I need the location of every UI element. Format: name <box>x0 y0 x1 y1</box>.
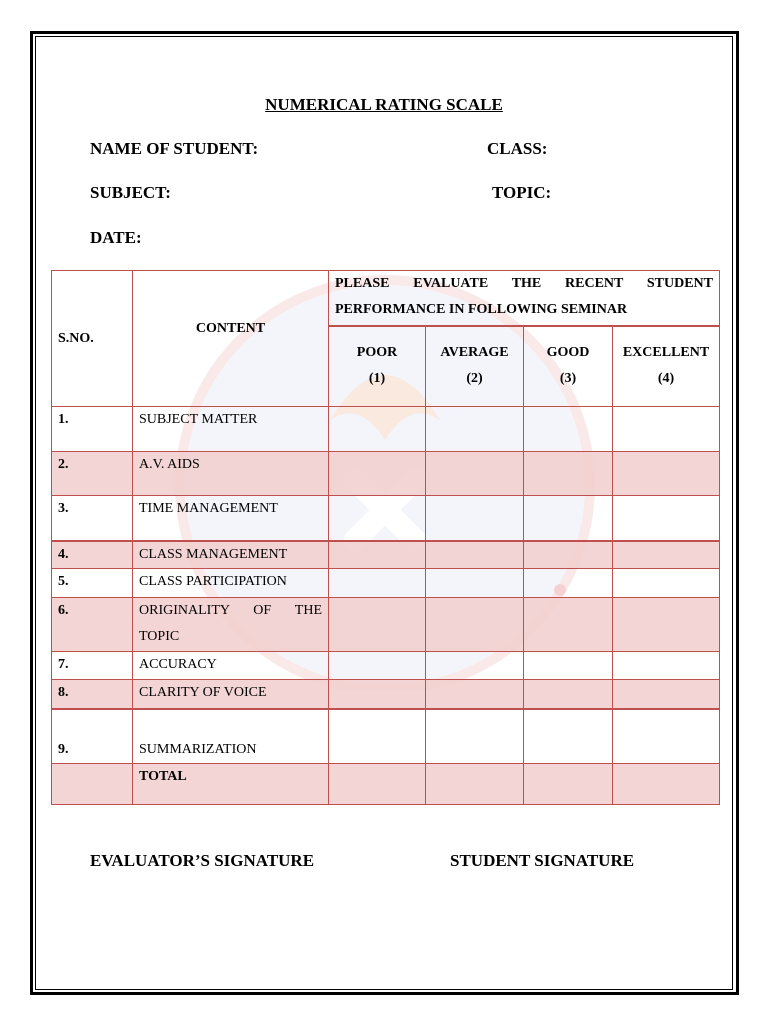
sno-header: S.NO. <box>52 271 133 407</box>
evaluator-signature-label: EVALUATOR’S SIGNATURE <box>90 851 315 870</box>
rating-cell[interactable] <box>329 652 426 680</box>
row-content: CLASS MANAGEMENT <box>133 541 329 569</box>
rating-cell[interactable] <box>426 541 524 569</box>
total-cell[interactable] <box>329 764 426 805</box>
row-number: 8. <box>52 680 133 709</box>
rating-average <box>426 326 524 407</box>
rating-score: (2) <box>466 371 483 387</box>
row-content: CLARITY OF VOICE <box>133 680 329 709</box>
rating-cell[interactable] <box>426 496 524 541</box>
row-content: A.V. AIDS <box>133 452 329 496</box>
rating-cell[interactable] <box>329 569 426 598</box>
rating-cell[interactable] <box>329 709 426 764</box>
rating-cell[interactable] <box>524 452 613 496</box>
rating-cell[interactable] <box>524 407 613 452</box>
rating-cell[interactable] <box>426 680 524 709</box>
row-number <box>52 764 133 805</box>
total-cell[interactable] <box>524 764 613 805</box>
subject-label: SUBJECT: <box>90 183 171 202</box>
rating-cell[interactable] <box>524 598 613 652</box>
rating-cell[interactable] <box>329 541 426 569</box>
class-label: CLASS: <box>487 139 548 158</box>
table-row <box>52 569 720 598</box>
total-row <box>52 764 720 805</box>
instruction-cell <box>329 271 720 326</box>
rating-cell[interactable] <box>426 598 524 652</box>
rating-cell[interactable] <box>524 652 613 680</box>
rating-label: AVERAGE <box>440 345 509 361</box>
rating-excellent <box>613 326 720 407</box>
rating-cell[interactable] <box>524 569 613 598</box>
row-number: 1. <box>52 407 133 452</box>
total-cell[interactable] <box>426 764 524 805</box>
rating-cell[interactable] <box>426 452 524 496</box>
table-row <box>52 407 720 452</box>
rating-label: EXCELLENT <box>622 345 710 361</box>
row-content: ACCURACY <box>133 652 329 680</box>
rating-cell[interactable] <box>524 709 613 764</box>
table-header-row <box>52 271 720 326</box>
rating-cell[interactable] <box>613 407 720 452</box>
rating-cell[interactable] <box>524 496 613 541</box>
row-content-line-2: TOPIC <box>139 629 180 644</box>
row-content: SUMMARIZATION <box>133 709 329 764</box>
rating-score: (4) <box>657 371 675 387</box>
table-row <box>52 680 720 709</box>
rating-good <box>524 326 613 407</box>
row-number: 2. <box>52 452 133 496</box>
rating-cell[interactable] <box>613 598 720 652</box>
rating-label: POOR <box>356 345 398 361</box>
rating-cell[interactable] <box>613 541 720 569</box>
rating-cell[interactable] <box>524 680 613 709</box>
row-content-line-1: ORIGINALITY OF THE <box>139 603 322 618</box>
total-cell[interactable] <box>613 764 720 805</box>
row-number: 5. <box>52 569 133 598</box>
table-row <box>52 496 720 541</box>
table-row <box>52 541 720 569</box>
rating-cell[interactable] <box>613 680 720 709</box>
row-number: 4. <box>52 541 133 569</box>
rating-cell[interactable] <box>613 709 720 764</box>
rating-cell[interactable] <box>426 709 524 764</box>
rating-cell[interactable] <box>613 496 720 541</box>
rating-poor <box>329 326 426 407</box>
instruction-line-2: PERFORMANCE IN FOLLOWING SEMINAR <box>335 302 628 317</box>
row-number: 9. <box>52 709 133 764</box>
rating-cell[interactable] <box>329 407 426 452</box>
topic-label: TOPIC: <box>492 183 552 202</box>
row-content <box>133 598 329 652</box>
rating-score: (1) <box>368 371 386 387</box>
instruction-line-1: PLEASE EVALUATE THE RECENT STUDENT <box>335 276 714 291</box>
page-title: NUMERICAL RATING SCALE <box>265 95 503 114</box>
row-number: 7. <box>52 652 133 680</box>
student-name-label: NAME OF STUDENT: <box>90 139 259 158</box>
row-content: TIME MANAGEMENT <box>133 496 329 541</box>
row-number: 3. <box>52 496 133 541</box>
content-header: CONTENT <box>133 271 329 407</box>
row-content: CLASS PARTICIPATION <box>133 569 329 598</box>
rating-cell[interactable] <box>426 407 524 452</box>
row-content: SUBJECT MATTER <box>133 407 329 452</box>
rating-cell[interactable] <box>329 496 426 541</box>
rating-cell[interactable] <box>613 452 720 496</box>
rating-cell[interactable] <box>613 652 720 680</box>
row-number: 6. <box>52 598 133 652</box>
rating-table <box>51 270 720 805</box>
rating-cell[interactable] <box>426 569 524 598</box>
rating-score: (3) <box>559 371 577 387</box>
total-label: TOTAL <box>133 764 329 805</box>
date-label: DATE: <box>90 228 142 247</box>
rating-cell[interactable] <box>329 680 426 709</box>
table-row <box>52 452 720 496</box>
table-row <box>52 598 720 652</box>
table-row <box>52 709 720 764</box>
rating-cell[interactable] <box>329 598 426 652</box>
table-row <box>52 652 720 680</box>
student-signature-label: STUDENT SIGNATURE <box>450 851 635 870</box>
rating-cell[interactable] <box>329 452 426 496</box>
rating-cell[interactable] <box>613 569 720 598</box>
rating-label: GOOD <box>546 345 590 361</box>
rating-cell[interactable] <box>524 541 613 569</box>
rating-cell[interactable] <box>426 652 524 680</box>
